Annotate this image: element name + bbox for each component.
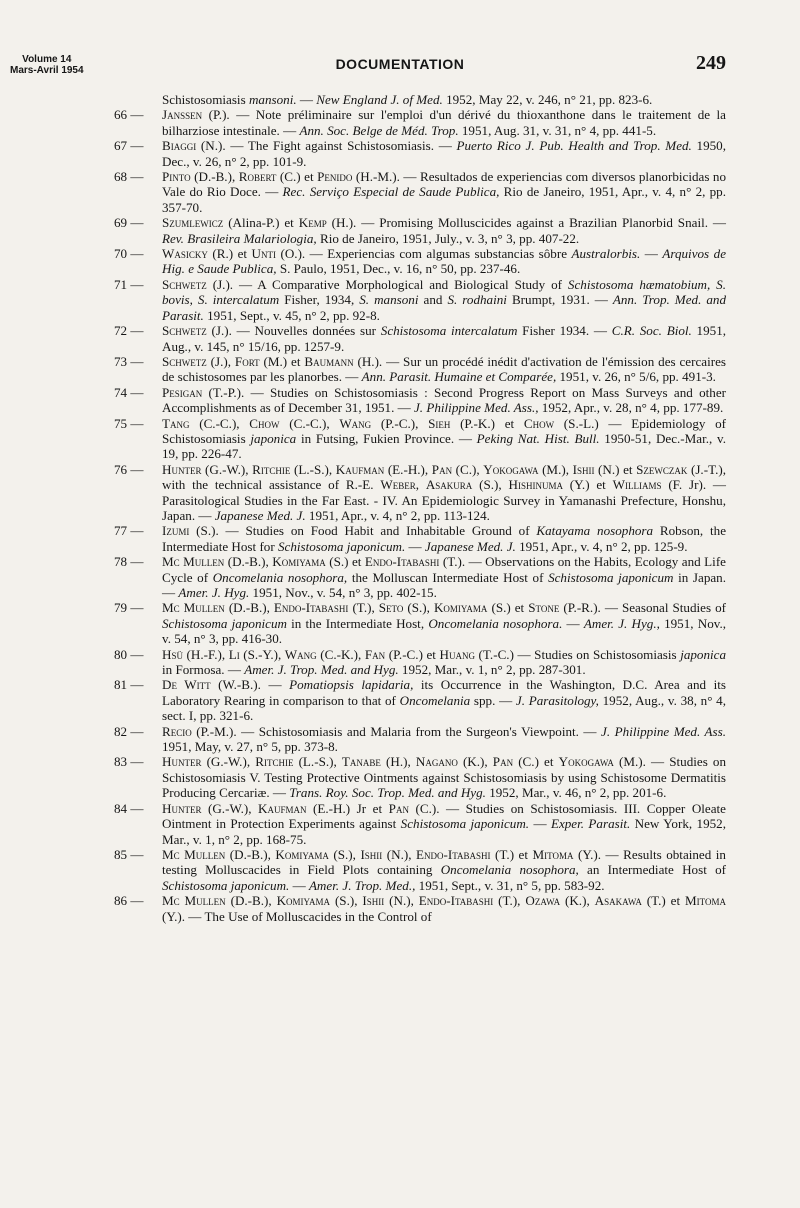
italic-text: Amer. J. Hyg., [583,615,660,631]
entry-number: 70 — [114,246,144,262]
entry-text: — [296,92,317,107]
bibliography-entry [114,801,726,847]
italic-text: Oncomelania nosophora, [440,862,579,878]
entry-text: 1951, Nov., v. 54, n° 3, pp. 416-30. [162,615,726,647]
entry-text: , [415,477,426,493]
bibliography-entry [114,354,726,385]
bibliography-entry [114,724,726,755]
entry-text: in Japan. — [162,569,727,600]
author-name: Pan [492,754,514,770]
entry-text: New York, 1952, Mar., v. 1, n° 2, pp. 168-75. [162,816,726,847]
entry-text: (G.-W.), [201,754,256,770]
entry-text: 1952, Apr., v. 28, n° 4, pp. 177-89. [538,400,724,416]
entry-number: 74 — [114,384,144,400]
italic-text: Amer. J. Trop. Med., [308,877,416,893]
entry-text: (J.-T.), with the technical assistance of R.-E. [162,461,727,493]
author-name: Wang [284,646,317,662]
italic-text: J. Philippine Med. Ass. [601,723,726,739]
entry-text: (P.-C.), [371,415,429,431]
bibliography-entry [114,107,726,138]
entry-text: (T.). — Observations on the Habits, Ecology and Life Cycle of [162,554,726,585]
italic-text: Amer. J. Trop. Med. and Hyg. [244,662,399,678]
entry-text: (C.-K.), [316,646,365,662]
entry-number: 72 — [114,323,144,339]
entry-text: (Y.) et [562,477,613,493]
bibliography-entry [114,554,726,600]
entry-text: — [562,615,584,631]
entry-text: (J.), [206,353,235,369]
entry-text: (S.), [403,600,434,616]
author-name: Hunter [162,754,202,770]
entry-text: 1952, May 22, v. 246, n° 21, pp. 823-6. [442,92,653,107]
bibliography-entry [114,138,726,169]
entry-text: (N.), [382,846,417,862]
author-name: Biaggi [162,138,197,154]
author-name: Robert [238,169,277,185]
italic-text: Ann. Soc. Belge de Méd. Trop. [299,122,459,138]
entry-text: (G.-W.), [201,461,253,477]
italic-text: Ann. Trop. Med. and Parasit. [162,292,727,323]
author-name: Mc Mullen [162,893,226,909]
entry-text: Fisher, 1934, [279,292,360,308]
author-name: Tang [162,415,190,431]
author-name: Williams [612,477,662,493]
entry-text: 1952, Mar., v. 46, n° 2, pp. 201-6. [485,785,667,801]
author-name: Janssen [162,107,203,123]
bibliography-entry [114,523,726,554]
entry-text: 1951, Apr., v. 4, n° 2, pp. 113-124. [305,507,490,523]
author-name: Schwetz [162,276,207,292]
entry-text: (Y.). — Results obtained in testing Molluscacides in Field Plots containing [162,846,726,878]
entry-number: 77 — [114,523,144,539]
entry-text: the Molluscan Intermediate Host of [347,569,549,585]
author-name: Fort [234,353,260,369]
bibliography-entry [114,323,726,354]
author-name: Penido [317,169,353,185]
italic-text: Japanese Med. J. [424,538,516,554]
author-name: Mitoma [685,893,726,909]
author-name: Endo-Itabashi [416,846,491,862]
entry-number: 71 — [114,276,144,292]
author-name: Ozawa [525,893,561,909]
italic-text: Rev. Brasileira Malariologia, [162,230,317,246]
entry-text: (O.). — Experiencias com algumas substancias sôbre [275,246,572,262]
entry-number: 82 — [114,723,144,739]
author-name: Ishii [360,846,383,862]
entry-number: 83 — [114,754,144,770]
author-name: Stone [528,600,560,616]
bibliography-entry [114,893,726,924]
entry-text: (S.), [472,477,509,493]
entry-text: Fisher 1934. — [517,323,612,339]
author-name: Mitoma [532,846,574,862]
entry-number: 76 — [114,461,144,477]
entry-text: 1951, Sept., v. 45, n° 2, pp. 92-8. [203,307,380,323]
bibliography-entry [114,677,726,723]
entry-text: (C.-C.), [189,415,250,431]
entry-text: in Futsing, Fukien Province. — [296,430,477,446]
author-name: Hunter [162,800,202,816]
author-name: Pesigan [162,384,203,400]
author-name: Ritchie [252,461,291,477]
entry-number: 67 — [114,138,144,154]
author-name: Komiyama [276,893,331,909]
entry-text: (S.-L.) — Epidemiology of Schistosomiasis [162,415,727,446]
author-name: Yokogawa [558,754,614,770]
entry-text: (M.), [538,461,573,477]
bibliography-entry [114,847,726,893]
author-name: Sieh [428,415,451,431]
author-name: De Witt [162,677,211,693]
entry-number: 85 — [114,846,144,862]
entry-text: its Occurrence in the Washington, D.C. Area and its Laboratory Rearing in comparison to that of [162,677,726,708]
italic-text: Katayama nosophora [536,523,654,539]
entry-text: (S.) et [487,600,529,616]
entry-number: 86 — [114,893,144,909]
entry-text: (L.-S.), [290,461,336,477]
entry-text: (C.), [452,461,484,477]
entry-text: 1950, Dec., v. 26, n° 2, pp. 101-9. [162,138,726,169]
entry-text: 1952, Mar., v. 1, n° 2, pp. 287-301. [398,662,586,678]
entry-number: 73 — [114,353,144,369]
entry-text: (H.-M.). — Resultados de experiencias com diversos planorbicidas no Vale do Rio Doce. — [162,169,727,200]
italic-text: Schistosoma intercalatum [380,323,518,339]
page-number: 249 [696,52,726,74]
entry-text: in Formosa. — [162,662,245,678]
entry-text: and [418,292,448,308]
italic-text: J. Parasitology, [515,692,599,708]
entry-text: (D.-B.), [190,169,239,185]
entry-text: (K.), [560,893,595,909]
italic-text: Schistosoma japonicum [548,569,674,585]
italic-text: Rec. Serviço Especial de Saude Publica, [282,184,500,200]
author-name: Ritchie [255,754,294,770]
author-name: Nagano [415,754,458,770]
entry-text: (S.-Y.), [239,646,285,662]
entry-text: Brumpt, 1931. — [506,292,613,308]
volume-date: Mars-Avril 1954 [10,65,84,76]
entry-number: 81 — [114,677,144,693]
author-name: Huang [439,646,475,662]
italic-text: Schistosoma japonicum. [277,538,406,554]
entry-text: 1952, Aug., v. 38, n° 4, sect. I, pp. 321-6. [162,692,727,724]
author-name: Baumann [304,353,354,369]
entry-text: (T.) et [490,846,533,862]
volume-number: Volume 14 [22,54,72,65]
entry-text: (H.). — Promising Molluscicides against a Brazilian Planorbid Snail. — [326,215,726,231]
author-name: Seto [378,600,404,616]
author-name: Endo-Itabashi [273,600,349,616]
entry-text: (R.) et [207,246,252,262]
italic-text: Oncomelania nosophora. [428,615,563,631]
entry-text: (F. Jr). — Parasitological Studies in the Far East. - IV. An Epidemiologic Survey in Yamanashi Prefecture, Honshu, Japan. — [162,477,727,523]
entry-text: (H.-F.), [182,646,229,662]
italic-text: C.R. Soc. Biol. [611,323,692,339]
author-name: Hsü [162,646,183,662]
entry-text: 1951, Apr., v. 4, n° 2, pp. 125-9. [515,538,688,554]
entry-number: 75 — [114,415,144,431]
entry-text: 1951, Sept., v. 31, n° 5, pp. 583-92. [415,877,605,893]
entry-text: 1951, May, v. 27, n° 5, pp. 373-8. [162,739,338,755]
page-header [0,48,800,90]
italic-text: Schistosoma japonicum. [162,877,290,893]
entry-text: (T.), [493,893,526,909]
author-name: Recio [162,723,192,739]
bibliography-entry [114,169,726,215]
entry-number: 84 — [114,800,144,816]
entry-text: (C.) et [513,754,559,770]
entry-text: (D.-B.), [224,554,273,570]
italic-text: Australorbis. [571,246,641,262]
entry-text: (D.-B.), [224,600,274,616]
entry-text: (D.-B.), [225,846,276,862]
author-name: Komiyama [272,554,326,570]
author-name: Schwetz [162,323,207,339]
author-name: Hishinuma [508,477,563,493]
entry-text: (P.). — Note préliminaire sur l'emploi d'un dérivé du thioxanthone dans le traitement de la bilharziose intestinale. — [162,107,726,138]
author-name: Chow [523,415,555,431]
author-name: Szewczak [636,461,688,477]
entry-text: 1951, Aug. 31, v. 31, n° 4, pp. 441-5. [458,122,657,138]
entry-text: (W.-B.). — [210,677,290,693]
author-name: Pinto [162,169,191,185]
bibliography-entry [114,92,726,107]
italic-text: Amer. J. Hyg. [178,585,250,600]
entry-text: (C.-C.), [279,415,340,431]
bibliography-list [114,92,726,924]
entry-text: (E.-H.) Jr et [306,800,389,816]
entry-text: (Alina-P.) et [223,215,299,231]
italic-text: Oncomelania [399,692,471,708]
entry-text: (T.), [348,600,379,616]
italic-text: japonica [250,430,297,446]
bibliography-entry [114,416,726,462]
entry-number: 69 — [114,215,144,231]
entry-text: (D.-B.), [225,893,277,909]
entry-text: (P.-K.) et [450,415,524,431]
author-name: Tanabe [341,754,381,770]
entry-text: 1951, Aug., v. 145, n° 15/16, pp. 1257-9. [162,323,727,354]
entry-text: S. Paulo, 1951, Dec., v. 16, n° 50, pp. 237-46. [276,261,521,277]
italic-text: S. rodhaini [447,292,507,308]
author-name: Mc Mullen [162,600,225,616]
bibliography-entry [114,385,726,416]
author-name: Schwetz [162,353,207,369]
author-name: Komiyama [275,846,329,862]
entry-text: (P.-R.). — Seasonal Studies of [559,600,726,616]
entry-text: — [405,538,425,554]
bibliography-entry [114,215,726,246]
italic-text: Oncomelania nosophora, [212,569,348,585]
italic-text: S. mansoni [359,292,419,308]
entry-text: (K.), [457,754,493,770]
author-name: Chow [249,415,280,431]
author-name: Mc Mullen [162,846,226,862]
italic-text: J. Philippine Med. Ass., [414,400,539,416]
author-name: Izumi [162,523,190,539]
italic-text: mansoni. [248,92,297,107]
italic-text: Peking Nat. Hist. Bull. [476,430,600,446]
author-name: Pan [431,461,453,477]
entry-text: (S.). — Studies on Food Habit and Inhabitable Ground of [189,523,537,539]
author-name: Fan [364,646,386,662]
entry-text: (J.). — A Comparative Morphological and Biological Study of [206,276,568,292]
entry-number: 80 — [114,646,144,662]
entry-text: (T.) et [641,893,686,909]
author-name: Asakura [425,477,473,493]
bibliography-entry [114,462,726,524]
author-name: Kaufman [258,800,307,816]
entry-text: (L.-S.), [293,754,342,770]
author-name: Komiyama [433,600,488,616]
bibliography-entry [114,647,726,678]
italic-text: Trans. Roy. Soc. Trop. Med. and Hyg. [289,785,486,801]
entry-text: (S.), [328,846,361,862]
author-name: Asakawa [594,893,642,909]
entry-text: Schistosomiasis [162,92,249,107]
entry-number: 68 — [114,169,144,185]
author-name: Ishii [572,461,595,477]
italic-text: Schistosoma japonicum [162,615,287,631]
entry-text: (H.), [380,754,416,770]
entry-text: (P.-M.). — Schistosomiasis and Malaria from the Surgeon's Viewpoint. — [191,723,602,739]
entry-text: (M.). — Studies on Schistosomiasis V. Testing Protective Ointments against Schistosomiasis by using Schistosome Dermatitis Producing Cercariæ. — [162,754,727,801]
author-name: Unti [251,246,276,262]
author-name: Wang [339,415,372,431]
entry-text: (C.) et [276,169,318,185]
author-name: Szumlewicz [162,215,224,231]
entry-text: — [640,246,663,262]
author-name: Ishii [362,893,385,909]
author-name: Pan [388,800,409,816]
entry-text: (S.) et [325,554,365,570]
entry-text: (N.). — The Fight against Schistosomiasis. — [196,138,457,154]
entry-text: 1951, Nov., v. 54, n° 3, pp. 402-15. [249,585,437,600]
italic-text: Schistosoma japonicum. [400,816,530,832]
author-name: Endo-Itabashi [418,893,494,909]
entry-text: (G.-W.), [201,800,259,816]
italic-text: Puerto Rico J. Pub. Health and Trop. Med. [456,138,692,154]
italic-text: Exper. Parasit. [550,816,631,832]
italic-text: Ann. Parasit. Humaine et Comparée, [361,369,557,385]
author-name: Yokogawa [483,461,539,477]
italic-text: Pomatiopsis lapidaria, [289,677,414,693]
author-name: Hunter [162,461,202,477]
author-name: Endo-Itabashi [364,554,440,570]
entry-text: spp. — [470,692,516,708]
page-title: DOCUMENTATION [335,56,465,72]
entry-text: (N.), [384,893,419,909]
entry-text: (S.), [330,893,363,909]
entry-text: in the Intermediate Host, [286,615,429,631]
entry-text: 1951, v. 26, n° 5/6, pp. 491-3. [556,369,716,385]
entry-number: 79 — [114,600,144,616]
entry-text: (J.). — Nouvelles données sur [206,323,381,339]
entry-text: Rio de Janeiro, 1951, July., v. 3, n° 3, pp. 407-22. [316,230,580,246]
italic-text: japonica [680,646,727,662]
author-name: Weber [380,477,416,493]
entry-text: — [529,816,551,832]
author-name: Mc Mullen [162,554,225,570]
author-name: Kaufman [335,461,385,477]
author-name: Wasicky [162,246,208,262]
entry-text: 1950-51, Dec.-Mar., v. 19, pp. 226-47. [162,430,726,462]
entry-text: (N.) et [594,461,637,477]
entry-text: Rio de Janeiro, 1951, Apr., v. 4, n° 2, pp. 357-70. [162,184,727,215]
entry-number: 78 — [114,554,144,570]
bibliography-entry [114,600,726,646]
entry-text: (H.). — Sur un procédé inédit d'activation de l'émission des cercaires de schistosomes par les planorbes. — [162,353,726,385]
entry-text: (E.-H.), [384,461,432,477]
italic-text: New England J. of Med. [316,92,443,107]
author-name: Kemp [298,215,327,231]
entry-text: (Y.). — The Use of Molluscacides in the Control of [162,908,432,924]
italic-text: Japanese Med. J. [214,507,306,523]
entry-text: (M.) et [259,353,305,369]
italic-text: Arquivos de Hig. e Saude Publica, [162,246,727,277]
italic-text: Schistosoma hæmatobium, S. bovis, S. intercalatum [162,276,726,308]
entry-text: (T.-P.). — Studies on Schistosomiasis : Second Progress Report on Mass Surveys and other Accomplishments as of December 31, 1951. — [162,384,726,416]
entry-text: an Intermediate Host of [578,862,726,878]
entry-text: (P.-C.) et [385,646,440,662]
entry-text: — [289,877,309,893]
bibliography-entry [114,754,726,800]
bibliography-entry [114,277,726,323]
bibliography-entry [114,246,726,277]
author-name: Li [228,646,240,662]
entry-text: Robson, the Intermediate Host for [162,523,727,554]
entry-number: 66 — [114,107,144,123]
entry-text: (T.-C.) — Studies on Schistosomiasis [474,646,681,662]
entry-text: (C.). — Studies on Schistosomiasis. III. Copper Oleate Ointment in Protection Experiments against [162,800,726,832]
